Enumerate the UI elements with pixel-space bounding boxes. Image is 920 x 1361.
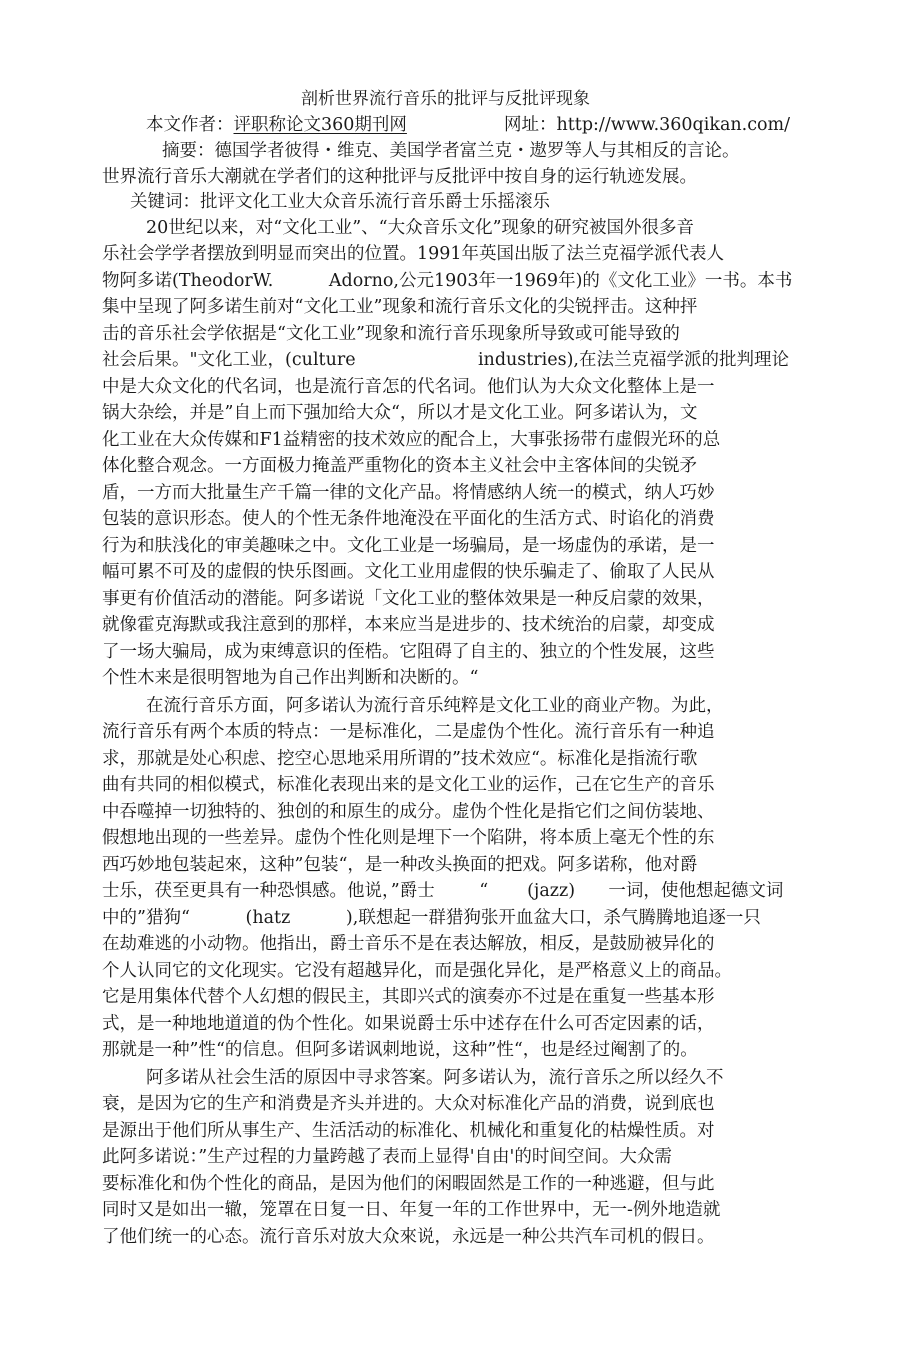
site-label: 网址： bbox=[504, 115, 557, 135]
body-line: 就像霍克海默或我注意到的那样，本来应当是进步的、技术统治的启蒙，却变成 bbox=[102, 615, 715, 635]
body-line: 20世纪以来，对“文化工业”、“大众音乐文化”现象的研究被国外很多音 bbox=[146, 218, 695, 238]
body-line: 它是用集体代替个人幻想的假民主，其即兴式的演奏亦不过是在重复一些基本形 bbox=[102, 987, 715, 1007]
body-line: 求，那就是处心积虑、挖空心思地采用所谓的”技术效应“。标准化是指流行歌 bbox=[102, 749, 698, 769]
body-line: 衰，是因为它的生产和消费是齐头并进的。大众对标准化产品的消费，说到底也 bbox=[102, 1094, 715, 1114]
body-line: 包装的意识形态。使人的个性无条件地淹没在平面化的生活方式、时谄化的消费 bbox=[102, 509, 715, 529]
author-link[interactable]: 评职称论文360期刊网 bbox=[233, 115, 407, 135]
body-line: 西巧妙地包装起來，这种”包装“，是一种改头换面的把戏。阿多诺称，他对爵 bbox=[102, 855, 698, 875]
body-line: 中是大众文化的代名词，也是流行音怎的代名词。他们认为大众文化整体上是一 bbox=[102, 377, 715, 397]
body-line: 式，是一种地地道道的伪个性化。如果说爵士乐中述存在什么可否定因素的话， bbox=[102, 1014, 715, 1034]
site-line bbox=[504, 112, 790, 138]
body-line: 击的音乐社会学依据是“文化工业”现象和流行音乐现象所导致或可能导致的 bbox=[102, 324, 680, 344]
body-line: 同时又是如出一辙，笼罩在日复一日、年复一年的工作世界中，无一-例外地造就 bbox=[102, 1200, 721, 1220]
body-line: 士乐，茯至更具有一种恐惧感。他说，”爵士 “ (jazz) 一词，使他想起德文词 bbox=[102, 881, 784, 901]
body-line: 盾，一方而大批量生产千篇一律的文化产品。将情感纳人统一的模式，纳人巧妙 bbox=[102, 483, 715, 503]
body-line: 那就是一种”性“的信息。但阿多诺讽刺地说，这种”性“，也是经过阉割了的。 bbox=[102, 1040, 698, 1060]
body-line: 了一场大骗局，成为束缚意识的侄梏。它阻碍了自主的、独立的个性发展，这些 bbox=[102, 642, 715, 662]
body-line: 乐社会学学者摆放到明显而突出的位置。1991年英国出版了法兰克福学派代表人 bbox=[102, 244, 725, 264]
body-line: 曲有共同的相似模式，标准化表现出来的是文化工业的运作，己在它生产的音乐 bbox=[102, 775, 715, 795]
body-line: 是源出于他们所从事生产、生活活动的标准化、机械化和重复化的枯燥性质。对 bbox=[102, 1121, 715, 1141]
body-line: 此阿多诺说：”生产过程的力量跨越了表而上显得'自由'的时间空间。大众需 bbox=[102, 1147, 672, 1167]
abstract-line: 摘要：德国学者彼得・维克、美国学者富兰克・遨罗等人与其相反的言论。 bbox=[162, 141, 740, 161]
body-line: 阿多诺从社会生活的原因中寻求答案。阿多诺认为，流行音乐之所以经久不 bbox=[146, 1068, 724, 1088]
abstract-line: 世界流行音乐大潮就在学者们的这种批评与反批评中按自身的运行轨迹发展。 bbox=[102, 167, 697, 187]
body-line: 行为和肤浅化的审美趣味之中。文化工业是一场骗局，是一场虚伪的承诺，是一 bbox=[102, 536, 715, 556]
body-line: 化工业在大众传媒和F1益精密的技术效应的配合上，大事张扬带冇虚假光环的总 bbox=[102, 430, 721, 450]
keywords-line: 关键词：批评文化工业大众音乐流行音乐爵士乐摇滚乐 bbox=[130, 192, 550, 212]
author-prefix: 本文作者： bbox=[146, 115, 234, 135]
body-line: 幅可累不可及的虚假的快乐图画。文化工业用虚假的快乐骗走了、偷取了人民从 bbox=[102, 562, 715, 582]
author-line bbox=[146, 112, 407, 138]
body-line: 事更有价值活动的潜能。阿多诺说「文化工业的整体效果是一种反启蒙的效果， bbox=[102, 589, 715, 609]
body-line: 个人认同它的文化现实。它没有超越异化，而是强化异化，是严格意义上的商品。 bbox=[102, 961, 732, 981]
body-line: 个性木来是很明智地为自己作出判断和决断的。“ bbox=[102, 668, 479, 688]
body-line: 集中呈现了阿多诺生前对“文化工业”现象和流行音乐文化的尖锐抨击。这种抨 bbox=[102, 297, 698, 317]
body-line: 中吞噬掉一切独特的、独创的和原生的成分。虚伪个性化是指它们之间仿装地、 bbox=[102, 802, 715, 822]
body-line: 流行音乐有两个本质的特点：一是标准化，二是虚伪个性化。流行音乐有一种追 bbox=[102, 722, 715, 742]
body-line: 要标准化和伪个性化的商品，是因为他们的闲暇固然是工作的一种逃避，但与此 bbox=[102, 1174, 715, 1194]
body-line: 物阿多诺(TheodorW. Adorno,公元1903年一1969年)的《文化工业》一书。本书 bbox=[102, 271, 793, 291]
body-line: 社会后果。"文化工业，(culture industries),在法兰克福学派的批判理论 bbox=[102, 350, 789, 370]
body-line: 在劫难逃的小动物。他指出，爵士音乐不是在表达解放，相反，是鼓励被异化的 bbox=[102, 934, 715, 954]
body-line: 在流行音乐方面，阿多诺认为流行音乐纯粹是文化工业的商业产物。为此， bbox=[146, 696, 724, 716]
body-line: 假想地出现的一些差异。虚伪个性化则是埋下一个陷阱，将本质上毫无个性的东 bbox=[102, 828, 715, 848]
body-line: 体化整合观念。一方面极力掩盖严重物化的资本主义社会中主客体间的尖锐矛 bbox=[102, 456, 697, 476]
document-title: 剖析世界流行音乐的批评与反批评现象 bbox=[301, 89, 590, 109]
body-line: 锅大杂绘，并是”自上而下强加给大众“，所以才是文化工业。阿多诺认为，文 bbox=[102, 403, 698, 423]
site-url[interactable]: http://www.360qikan.com/ bbox=[556, 115, 791, 135]
body-line: 中的”猎狗“ (hatz ),联想起一群猎狗张开血盆大口，杀气腾腾地追逐一只 bbox=[102, 908, 761, 928]
body-line: 了他们统一的心态。流行音乐对放大众來说，永远是一种公共汽车司机的假日。 bbox=[102, 1227, 715, 1247]
